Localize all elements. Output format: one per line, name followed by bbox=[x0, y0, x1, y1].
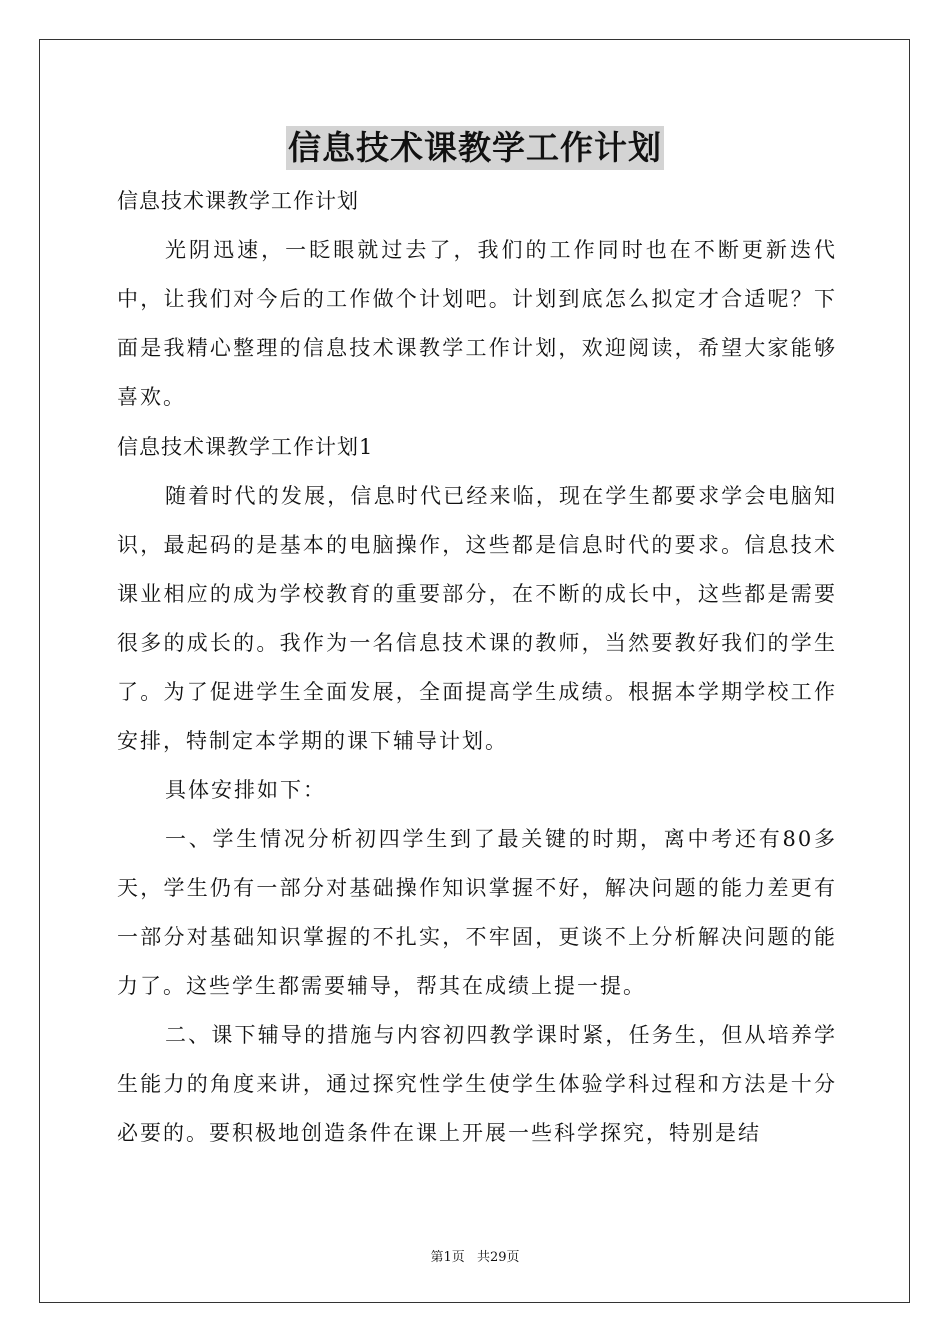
page-number-current: 第1页 bbox=[430, 1250, 465, 1265]
document-subtitle: 信息技术课教学工作计划 bbox=[117, 189, 359, 213]
section-heading: 信息技术课教学工作计划1 bbox=[117, 435, 374, 459]
page-number-total: 共29页 bbox=[476, 1250, 520, 1265]
body-paragraph: 一、学生情况分析初四学生到了最关键的时期，离中考还有80多天，学生仍有一部分对基础操作知识掌握不好，解决问题的能力差更有一部分对基础知识掌握的不扎实，不牢固，更谈不上分析解决问题的能力了。这些学生都需要辅导，帮其在成绩上提一提。 bbox=[117, 827, 837, 998]
body-paragraph: 二、课下辅导的措施与内容初四教学课时紧，任务生，但从培养学生能力的角度来讲，通过探究性学生使学生体验学科过程和方法是十分必要的。要积极地创造条件在课上开展一些科学探究，特别是结 bbox=[117, 1023, 837, 1145]
intro-paragraph: 光阴迅速，一眨眼就过去了，我们的工作同时也在不断更新迭代中，让我们对今后的工作做个计划吧。计划到底怎么拟定才合适呢？下面是我精心整理的信息技术课教学工作计划，欢迎阅读，希望大家能够喜欢。 bbox=[117, 238, 837, 409]
body-paragraph: 具体安排如下： bbox=[165, 778, 326, 802]
body-paragraph: 随着时代的发展，信息时代已经来临，现在学生都要求学会电脑知识，最起码的是基本的电脑操作，这些都是信息时代的要求。信息技术课业相应的成为学校教育的重要部分，在不断的成长中，这些都是需要很多的成长的。我作为一名信息技术课的教师，当然要教好我们的学生了。为了促进学生全面发展，全面提高学生成绩。根据本学期学校工作安排，特制定本学期的课下辅导计划。 bbox=[117, 484, 837, 753]
document-body bbox=[117, 176, 837, 1158]
title-container bbox=[0, 126, 950, 170]
document-title: 信息技术课教学工作计划 bbox=[286, 126, 664, 170]
page-footer bbox=[0, 1246, 950, 1265]
